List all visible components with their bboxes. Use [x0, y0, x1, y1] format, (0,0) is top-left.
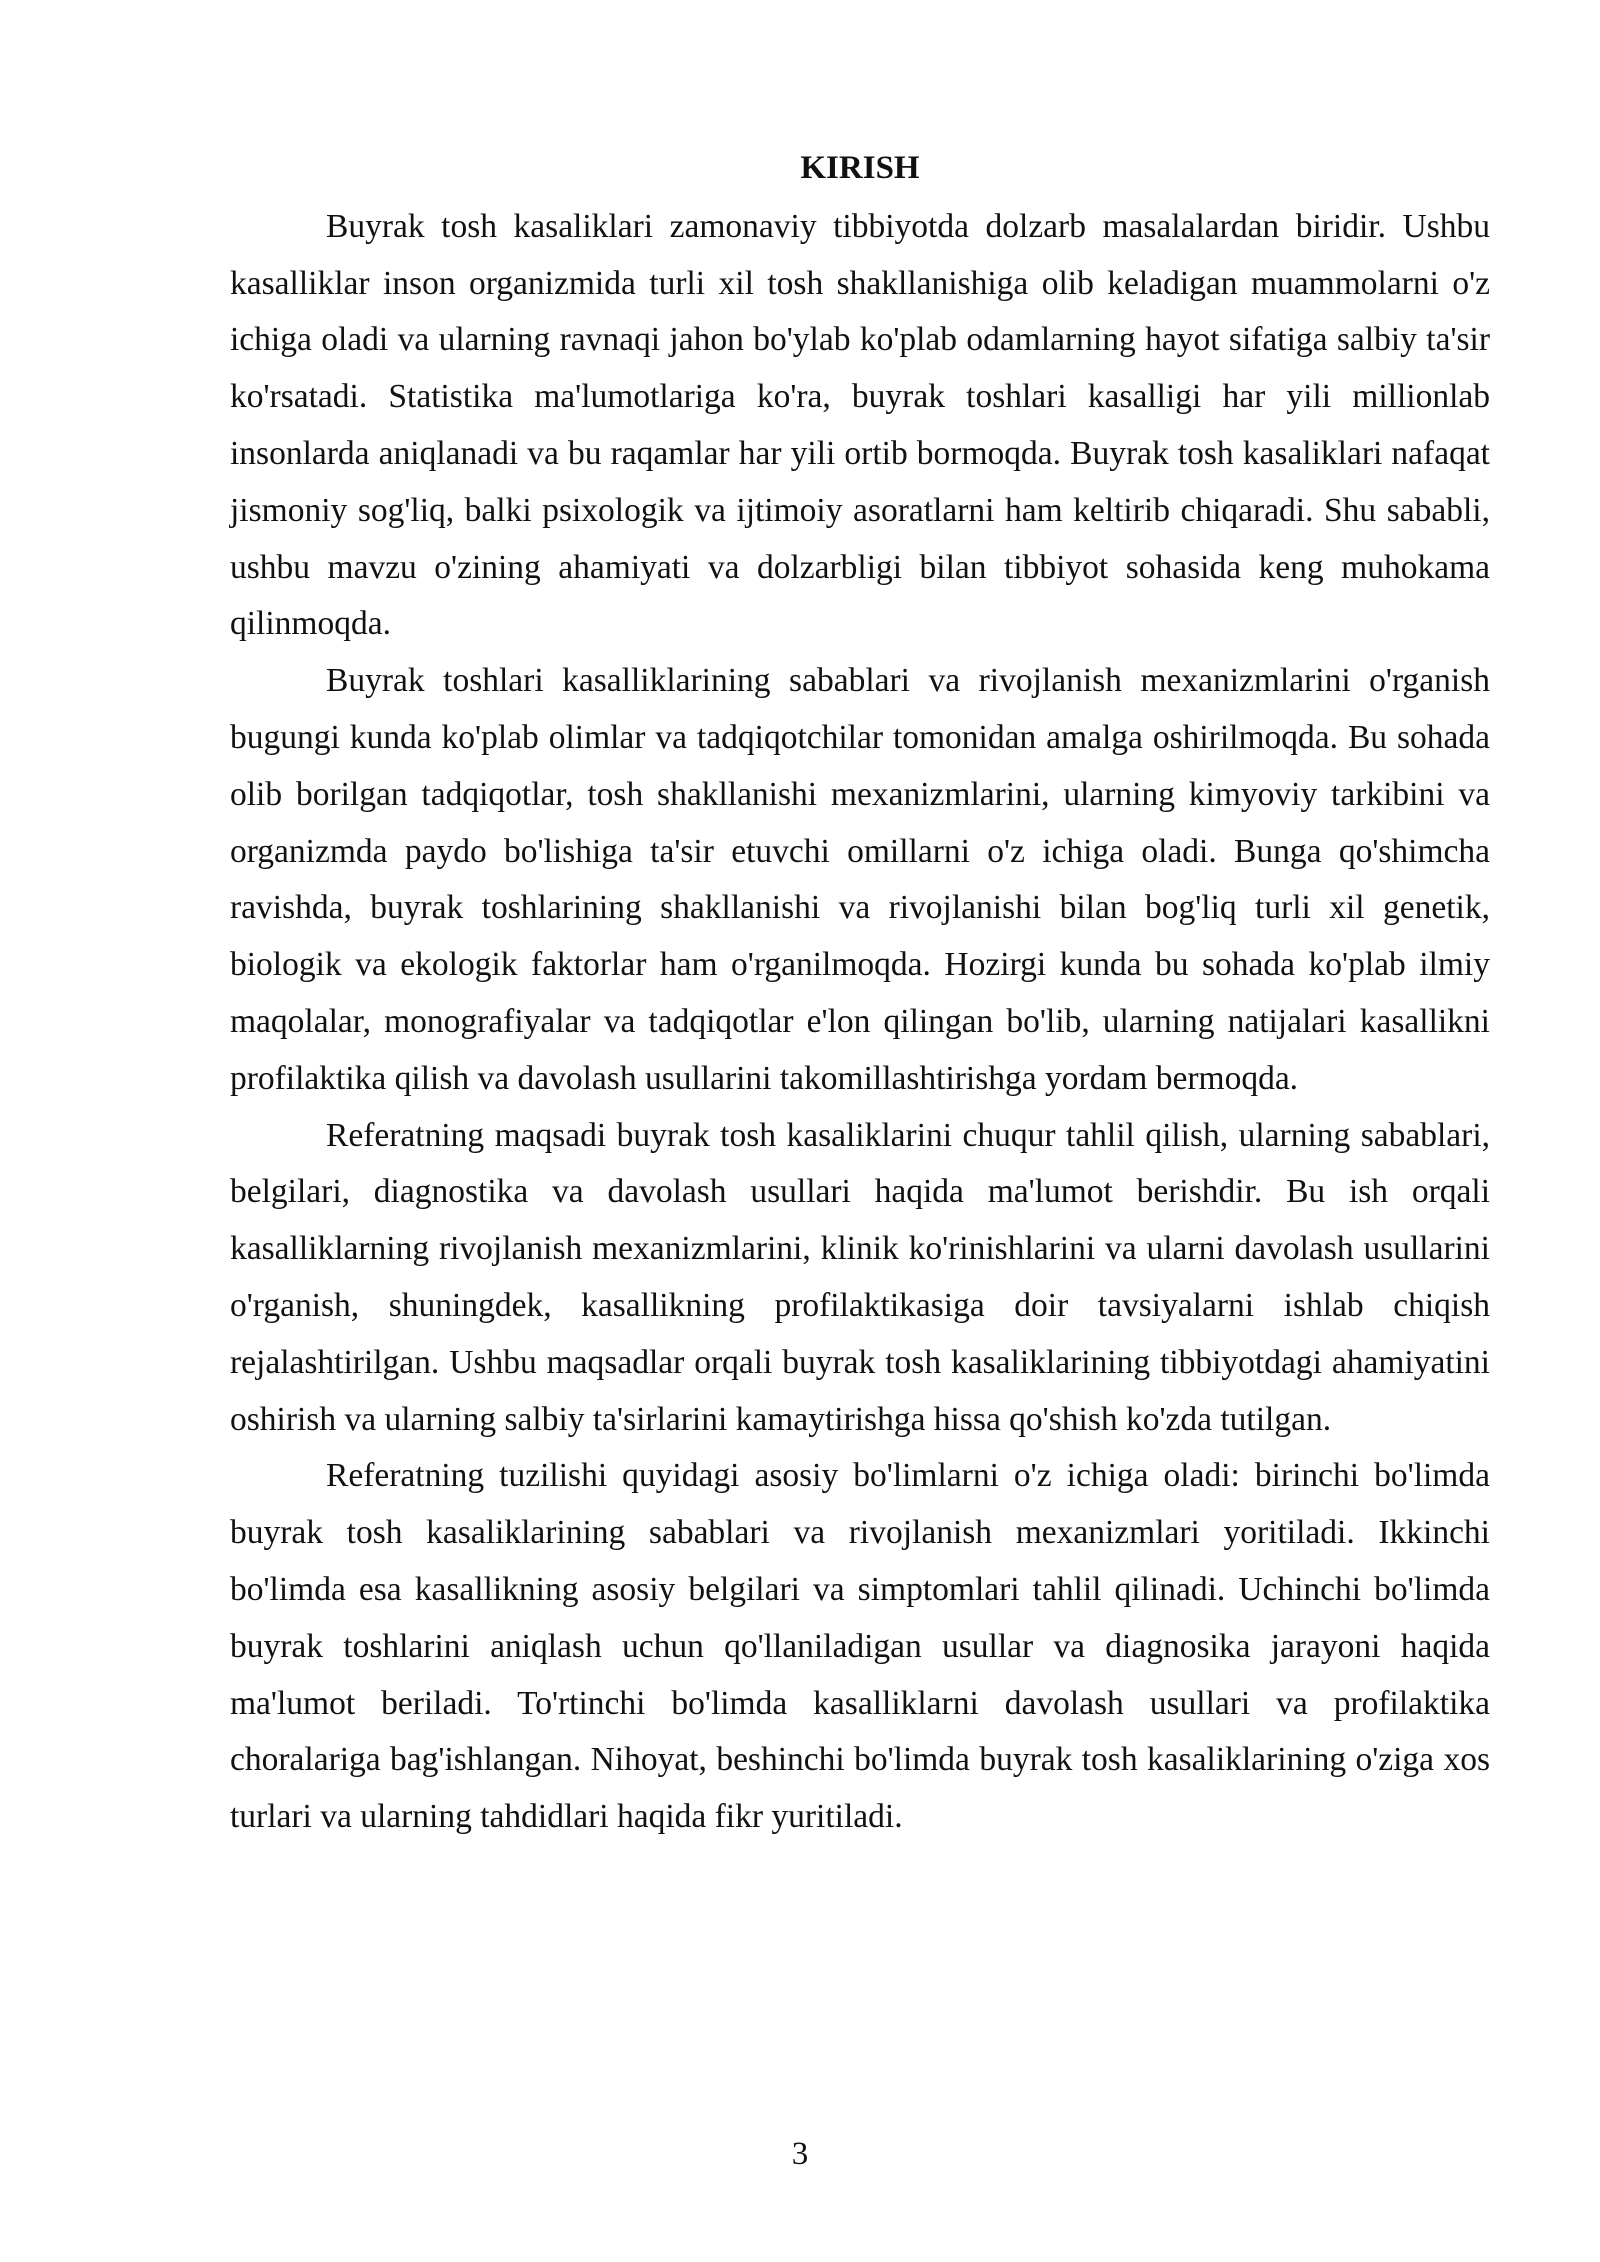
paragraph-purpose: Referatning maqsadi buyrak tosh kasaliklarini chuqur tahlil qilish, ularning sabablari, belgilari, diagnostika va davolash usullari haqida ma'lumot berishdir. Bu ish orqali kasalliklarning rivojlanish mexanizmlarini, klinik ko'rinishlarini va ularni davolash usullarini o'rganish, shuningdek, kasallikning profilaktikasiga doir tavsiyalarni ishlab chiqish rejalashtirilgan. Ushbu maqsadlar orqali buyrak tosh kasaliklarining tibbiyotdagi ahamiyatini oshirish va ularning salbiy ta'sirlarini kamaytirishga hissa qo'shish ko'zda tutilgan.	[230, 1116, 1490, 1438]
page-number: 3	[791, 2136, 809, 2172]
section-title: KIRISH	[800, 150, 920, 186]
page-content	[230, 140, 1490, 1846]
paragraph-structure: Referatning tuzilishi quyidagi asosiy bo'limlarni o'z ichiga oladi: birinchi bo'limda buyrak tosh kasaliklarining sabablari va rivojlanish mexanizmlari yoritiladi. Ikkinchi bo'limda esa kasallikning asosiy belgilari va simptomlari tahlil qilinadi. Uchinchi bo'limda buyrak toshlarini aniqlash uchun qo'llaniladigan usullar va diagnosika jarayoni haqida ma'lumot beriladi. To'rtinchi bo'limda kasalliklarni davolash usullari va profilaktika choralariga bag'ishlangan. Nihoyat, beshinchi bo'limda buyrak tosh kasaliklarining o'ziga xos turlari va ularning tahdidlari haqida fikr yuritiladi.	[230, 1457, 1490, 1836]
paragraph-research-background: Buyrak toshlari kasalliklarining sabablari va rivojlanish mexanizmlarini o'rganish bugungi kunda ko'plab olimlar va tadqiqotchilar tomonidan amalga oshirilmoqda. Bu sohada olib borilgan tadqiqotlar, tosh shakllanishi mexanizmlarini, ularning kimyoviy tarkibini va organizmda paydo bo'lishiga ta'sir etuvchi omillarni o'z ichiga oladi. Bunga qo'shimcha ravishda, buyrak toshlarining shakllanishi va rivojlanishi bilan bog'liq turli xil genetik, biologik va ekologik faktorlar ham o'rganilmoqda. Hozirgi kunda bu sohada ko'plab ilmiy maqolalar, monografiyalar va tadqiqotlar e'lon qilingan bo'lib, ularning natijalari kasallikni profilaktika qilish va davolash usullarini takomillashtirishga yordam bermoqda.	[230, 662, 1490, 1097]
paragraph-introduction: Buyrak tosh kasaliklari zamonaviy tibbiyotda dolzarb masalalardan biridir. Ushbu kasalliklar inson organizmida turli xil tosh shakllanishiga olib keladigan muammolarni o'z ichiga oladi va ularning ravnaqi jahon bo'ylab ko'plab odamlarning hayot sifatiga salbiy ta'sir ko'rsatadi. Statistika ma'lumotlariga ko'ra, buyrak toshlari kasalligi har yili millionlab insonlarda aniqlanadi va bu raqamlar har yili ortib bormoqda. Buyrak tosh kasaliklari nafaqat jismoniy sog'liq, balki psixologik va ijtimoiy asoratlarni ham keltirib chiqaradi. Shu sababli, ushbu mavzu o'zining ahamiyati va dolzarbligi bilan tibbiyot sohasida keng muhokama qilinmoqda.	[230, 207, 1490, 643]
